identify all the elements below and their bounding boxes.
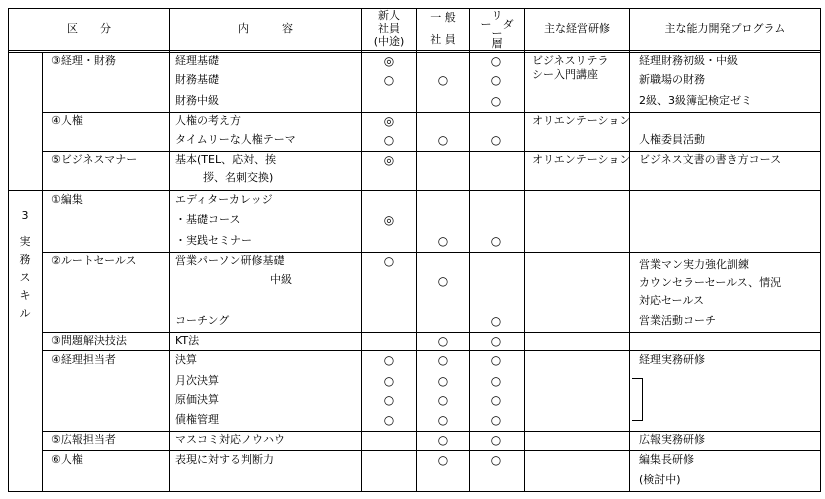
- management-program: オリエンテーション: [532, 153, 631, 166]
- content-label: 決算: [175, 353, 197, 366]
- general-mark: ○: [437, 73, 449, 87]
- content-label: 経理基礎: [175, 54, 219, 67]
- section-char: ス: [19, 271, 31, 284]
- development-program: 人権委員活動: [639, 133, 705, 146]
- leader-mark: ○: [490, 73, 502, 87]
- division-label: ④人権: [51, 114, 83, 127]
- leader-mark: ○: [490, 413, 502, 427]
- content-label: 債権管理: [175, 413, 219, 426]
- new-hire-mark: ◎: [383, 213, 395, 227]
- division-label: ⑤ビジネスマナー: [51, 153, 138, 166]
- leader-mark: ○: [490, 393, 502, 407]
- content-label: 財務中級: [175, 94, 219, 107]
- content-label: KT法: [175, 334, 200, 347]
- general-mark: ○: [437, 393, 449, 407]
- development-program: 対応セールス: [639, 294, 705, 307]
- section-char: ル: [19, 307, 31, 320]
- content-label: ・基礎コース: [175, 213, 241, 226]
- division-label: ③問題解決技法: [51, 334, 127, 347]
- header-development: 主な能力開発プログラム: [664, 22, 786, 35]
- leader-mark: ○: [490, 314, 502, 328]
- development-program: 新職場の財務: [639, 73, 705, 86]
- header-leader-5: 層: [491, 37, 503, 50]
- header-division: 区 分: [67, 22, 111, 35]
- new-hire-mark: ◎: [383, 153, 395, 167]
- development-program: 経理実務研修: [639, 353, 705, 366]
- content-label: 表現に対する判断力: [175, 453, 274, 466]
- header-management: 主な経営研修: [544, 22, 610, 35]
- content-label: マスコミ対応ノウハウ: [175, 433, 285, 446]
- division-label: ③経理・財務: [51, 54, 116, 67]
- new-hire-mark: ○: [383, 133, 395, 147]
- leader-mark: ○: [490, 234, 502, 248]
- general-mark: ○: [437, 334, 449, 348]
- general-mark: ○: [437, 453, 449, 467]
- management-program: オリエンテーション: [532, 114, 631, 127]
- header-leader-2: ー: [480, 18, 492, 31]
- new-hire-mark: ◎: [383, 114, 395, 128]
- leader-mark: ○: [490, 334, 502, 348]
- header-leader-3: ダ: [502, 18, 514, 31]
- management-program: ビジネスリテラ: [532, 54, 609, 67]
- leader-mark: ○: [490, 433, 502, 447]
- content-label: 人権の考え方: [175, 114, 241, 127]
- section-char: キ: [19, 289, 31, 302]
- general-mark: ○: [437, 353, 449, 367]
- content-label: 中級: [270, 273, 292, 286]
- general-mark: ○: [437, 234, 449, 248]
- content-label: ・実践セミナー: [175, 234, 252, 247]
- section-char: 実: [19, 235, 31, 248]
- content-label: 基本(TEL、応対、挨: [175, 153, 277, 166]
- header-leader-4: ー: [491, 27, 503, 40]
- development-program: 営業マン実力強化訓練: [639, 258, 749, 271]
- header-new-hire-2: 社員: [378, 22, 400, 35]
- general-mark: ○: [437, 413, 449, 427]
- content-label: エディターカレッジ: [175, 193, 273, 206]
- division-label: ⑤広報担当者: [51, 433, 116, 446]
- content-label: タイムリーな人権テーマ: [175, 133, 296, 146]
- header-general-1: 一 般: [430, 11, 456, 24]
- general-mark: ○: [437, 374, 449, 388]
- leader-mark: ○: [490, 353, 502, 367]
- division-label: ⑥人権: [51, 453, 83, 466]
- content-label: 財務基礎: [175, 73, 219, 86]
- content-label: 営業パーソン研修基礎: [175, 254, 285, 267]
- division-label: ④経理担当者: [51, 353, 116, 366]
- header-leader-1: リ: [491, 9, 503, 22]
- leader-mark: ○: [490, 374, 502, 388]
- development-program: 2級、3級簿記検定ゼミ: [639, 94, 752, 107]
- management-program: シー入門講座: [532, 68, 598, 81]
- new-hire-mark: ○: [383, 254, 395, 268]
- general-mark: ○: [437, 133, 449, 147]
- new-hire-mark: ○: [383, 353, 395, 367]
- header-new-hire-3: (中途): [373, 35, 405, 48]
- development-program: ビジネス文書の書き方コース: [639, 153, 782, 166]
- leader-mark: ○: [490, 94, 502, 108]
- header-content: 内 容: [238, 22, 293, 35]
- leader-mark: ○: [490, 133, 502, 147]
- development-program: 広報実務研修: [639, 433, 705, 446]
- general-mark: ○: [437, 433, 449, 447]
- leader-mark: ○: [490, 54, 502, 68]
- leader-mark: ○: [490, 453, 502, 467]
- division-label: ①編集: [51, 193, 83, 206]
- development-program: カウンセラーセールス、情況: [639, 276, 782, 289]
- content-label: 拶、名刺交換): [203, 171, 274, 184]
- header-general-2: 社 員: [430, 33, 456, 46]
- division-label: ②ルートセールス: [51, 254, 137, 267]
- content-label: 月次決算: [175, 374, 219, 387]
- new-hire-mark: ○: [383, 393, 395, 407]
- new-hire-mark: ◎: [383, 54, 395, 68]
- development-program: 編集長研修: [639, 453, 694, 466]
- header-new-hire-1: 新人: [378, 9, 400, 22]
- new-hire-mark: ○: [383, 413, 395, 427]
- content-label: コーチング: [175, 314, 230, 327]
- development-program: 営業活動コーチ: [639, 314, 716, 327]
- section-char: 務: [19, 253, 31, 266]
- new-hire-mark: ○: [383, 374, 395, 388]
- content-label: 原価決算: [175, 393, 219, 406]
- new-hire-mark: ○: [383, 73, 395, 87]
- general-mark: ○: [437, 274, 449, 288]
- development-program: (検討中): [639, 473, 681, 486]
- development-program: 経理財務初級・中級: [639, 54, 738, 67]
- section-number: 3: [21, 209, 29, 222]
